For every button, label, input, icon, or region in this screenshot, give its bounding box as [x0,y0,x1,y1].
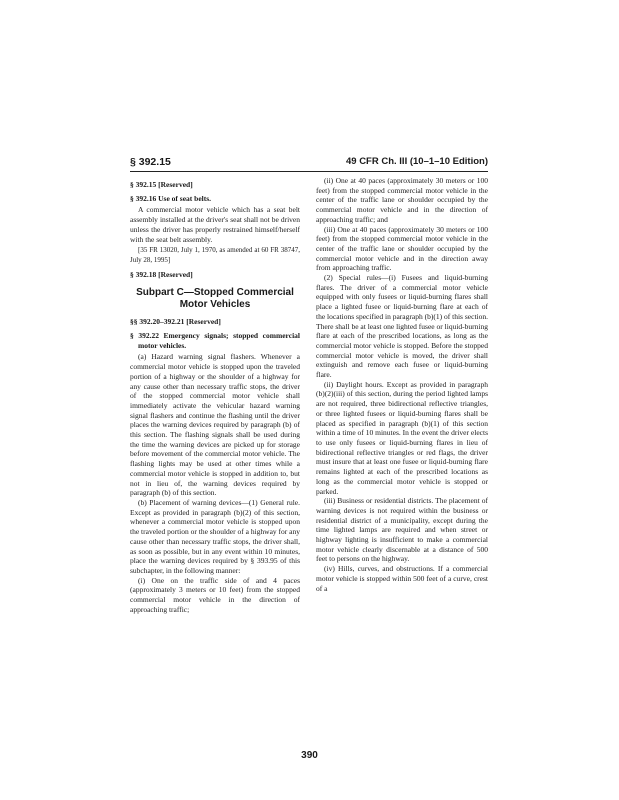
paragraph-b: (b) Placement of warning devices—(1) General rule. Except as provided in paragraph (b)(2) of this section, whenever a commercial motor vehicle is stopped upon the traveled portion or the shoulder of a highway for any cause other than necessary traffic stops, the driver shall, as soon as possible, but in any event within 10 minutes, place the warning devices required by § 393.95 of this subchapter, in the following manner: [130,497,300,575]
section-392-16-citation: [35 FR 13020, July 1, 1970, as amended at 60 FR 38747, July 28, 1995] [130,246,300,264]
section-392-16-heading: § 392.16 Use of seat belts. [130,193,212,203]
section-392-15: § 392.15 [Reserved] [130,180,193,189]
paragraph-b2iii: (iii) Business or residential districts. The placement of warning devices is not required within the business or residential district of a municipality, except during the time lighted lamps are required and when street or highway lighting is insufficient to make a commercial motor vehicle clearly discernable at a distance of 500 feet to persons on the highway. [316,496,488,564]
section-392-22-heading: § 392.22 Emergency signals; stopped commercial motor vehicles. [130,331,300,350]
paragraph-b1iii: (iii) One at 40 paces (approximately 30 meters or 100 feet) from the stopped commercial motor vehicle in the center of the traffic lane or shoulder occupied by the commercial motor vehicle and in the direction away from approaching traffic. [316,224,488,273]
paragraph-b1i: (i) One on the traffic side of and 4 paces (approximately 3 meters or 10 feet) from the stopped commercial motor vehicle in the direction of approaching traffic; [130,575,300,614]
paragraph-b2ii: (ii) Daylight hours. Except as provided in paragraph (b)(2)(iii) of this section, during the period lighted lamps are not required, three bidirectional reflective triangles, or three lighted fusees or liquid-burning flares shall be placed as specified in paragraph (b)(1) of this section within a time of 10 minutes. In the event the driver elects to use only fusees or liquid-burning flares in lieu of bidirectional reflective triangles or red flags, the driver must insure that at least one fusee or liquid-burning flare remains lighted at each of the prescribed locations as long as the commercial motor vehicle is stopped or parked. [316,379,488,496]
paragraph-b2iv: (iv) Hills, curves, and obstructions. If a commercial motor vehicle is stopped within 500 feet of a curve, crest of a [316,564,488,593]
paragraph-b2i: (2) Special rules—(i) Fusees and liquid-burning flares. The driver of a commercial motor vehicle equipped with only fusees or liquid-burning flares shall place a lighted fusee or liquid-burning flare at each of the locations specified in paragraph (b)(1) of this section. There shall be at least one lighted fusee or liquid-burning flare at each of the prescribed locations, as long as the commercial motor vehicle is stopped. Before the stopped commercial motor vehicle is moved, the driver shall extinguish and remove each fusee or liquid-burning flare. [316,273,488,380]
left-column [130,176,300,614]
header-edition: 49 CFR Ch. III (10–1–10 Edition) [345,156,488,167]
header-section: § 392.15 [130,156,171,168]
page-number: 390 [301,750,318,761]
section-392-18: § 392.18 [Reserved] [130,269,193,279]
header-rule [130,171,488,172]
section-392-16-text: A commercial motor vehicle which has a seat belt assembly installed at the driver's seat shall not be driven unless the driver has properly restrained himself/herself with the seat belt assembly. [130,205,300,244]
running-header [130,156,488,170]
paragraph-a: (a) Hazard warning signal flashers. Whenever a commercial motor vehicle is stopped upon the traveled portion of a highway or the shoulder of a highway for any cause other than necessary traffic stops, the driver of the stopped commercial motor vehicle shall immediately activate the vehicular hazard warning signal flashers and continue the flashing until the driver places the warning devices required by paragraph (b) of this section. The flashing signals shall be used during the time the warning devices are picked up for storage before movement of the commercial motor vehicle. The flashing lights may be used at other times while a commercial motor vehicle is stopped in addition to, but not in lieu of, the warning devices required by paragraph (b) of this section. [130,352,300,498]
sections-392-20-21: §§ 392.20–392.21 [Reserved] [130,317,221,327]
paragraph-b1ii: (ii) One at 40 paces (approximately 30 meters or 100 feet) from the stopped commercial motor vehicle in the center of the traffic lane or shoulder occupied by the commercial motor vehicle and in the direction of approaching traffic; and [316,176,488,224]
subpart-c-heading: Subpart C—Stopped Commercial Motor Vehicles [136,287,294,311]
right-column [316,176,488,593]
